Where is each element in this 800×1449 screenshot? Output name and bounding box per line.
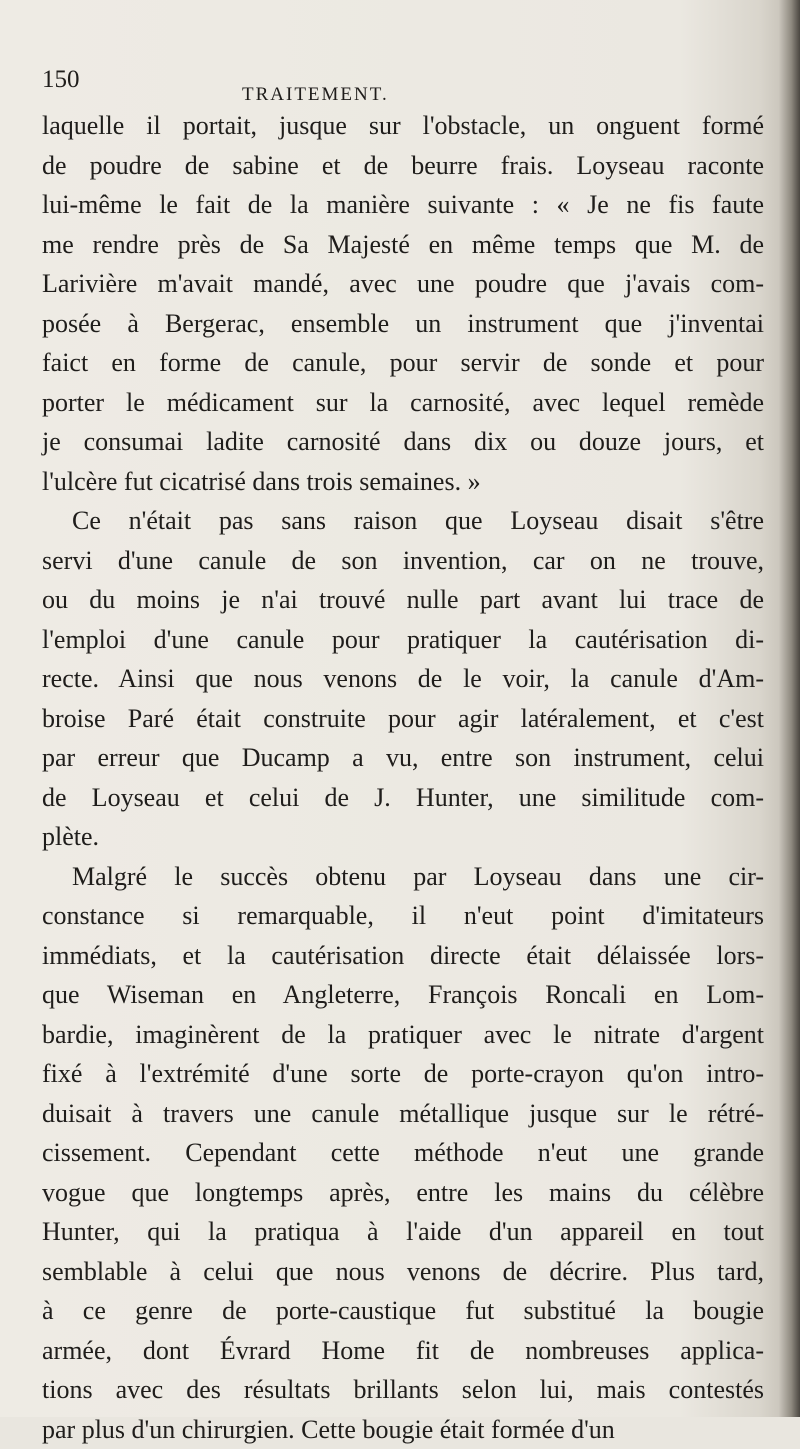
text-line: posée à Bergerac, ensemble un instrument que j'inventai <box>42 304 764 344</box>
text-line: que Wiseman en Angleterre, François Roncali en Lom- <box>42 975 764 1015</box>
text-line: faict en forme de canule, pour servir de sonde et pour <box>42 343 764 383</box>
text-line: cissement. Cependant cette méthode n'eut une grande <box>42 1133 764 1173</box>
running-head: TRAITEMENT. <box>242 84 389 106</box>
text-line: immédiats, et la cautérisation directe était délaissée lors- <box>42 936 764 976</box>
text-line: par erreur que Ducamp a vu, entre son instrument, celui <box>42 738 764 778</box>
text-line: armée, dont Évrard Home fit de nombreuses applica- <box>42 1331 764 1371</box>
text-line: ou du moins je n'ai trouvé nulle part avant lui trace de <box>42 580 764 620</box>
text-line: lui-même le fait de la manière suivante : « Je ne fis faute <box>42 185 764 225</box>
text-line: par plus d'un chirurgien. Cette bougie était formée d'un <box>42 1410 764 1449</box>
text-line: Larivière m'avait mandé, avec une poudre que j'avais com- <box>42 264 764 304</box>
paragraph <box>42 501 764 857</box>
text-line: constance si remarquable, il n'eut point d'imitateurs <box>42 896 764 936</box>
page-header <box>42 66 742 100</box>
text-line: Hunter, qui la pratiqua à l'aide d'un appareil en tout <box>42 1212 764 1252</box>
text-line: Malgré le succès obtenu par Loyseau dans une cir- <box>42 857 764 897</box>
text-line: recte. Ainsi que nous venons de le voir, la canule d'Am- <box>42 659 764 699</box>
text-line: me rendre près de Sa Majesté en même temps que M. de <box>42 225 764 265</box>
text-line: vogue que longtemps après, entre les mains du célèbre <box>42 1173 764 1213</box>
text-line: tions avec des résultats brillants selon lui, mais contestés <box>42 1370 764 1410</box>
text-line: laquelle il portait, jusque sur l'obstacle, un onguent formé <box>42 106 764 146</box>
text-line: fixé à l'extrémité d'une sorte de porte-crayon qu'on intro- <box>42 1054 764 1094</box>
body-text <box>42 106 764 1449</box>
text-line: de poudre de sabine et de beurre frais. Loyseau raconte <box>42 146 764 186</box>
text-line: de Loyseau et celui de J. Hunter, une similitude com- <box>42 778 764 818</box>
paragraph <box>42 106 764 501</box>
text-line: à ce genre de porte-caustique fut substitué la bougie <box>42 1291 764 1331</box>
text-line: semblable à celui que nous venons de décrire. Plus tard, <box>42 1252 764 1292</box>
page-number: 150 <box>42 66 80 94</box>
text-line: servi d'une canule de son invention, car on ne trouve, <box>42 541 764 581</box>
text-line: je consumai ladite carnosité dans dix ou douze jours, et <box>42 422 764 462</box>
text-line: Ce n'était pas sans raison que Loyseau disait s'être <box>42 501 764 541</box>
paragraph <box>42 857 764 1449</box>
page-edge-shadow <box>778 0 800 1417</box>
text-line: broise Paré était construite pour agir latéralement, et c'est <box>42 699 764 739</box>
text-line: l'ulcère fut cicatrisé dans trois semaines. » <box>42 462 764 502</box>
text-line: plète. <box>42 817 764 857</box>
text-line: duisait à travers une canule métallique jusque sur le rétré- <box>42 1094 764 1134</box>
text-line: bardie, imaginèrent de la pratiquer avec le nitrate d'argent <box>42 1015 764 1055</box>
text-line: porter le médicament sur la carnosité, avec lequel remède <box>42 383 764 423</box>
text-line: l'emploi d'une canule pour pratiquer la cautérisation di- <box>42 620 764 660</box>
